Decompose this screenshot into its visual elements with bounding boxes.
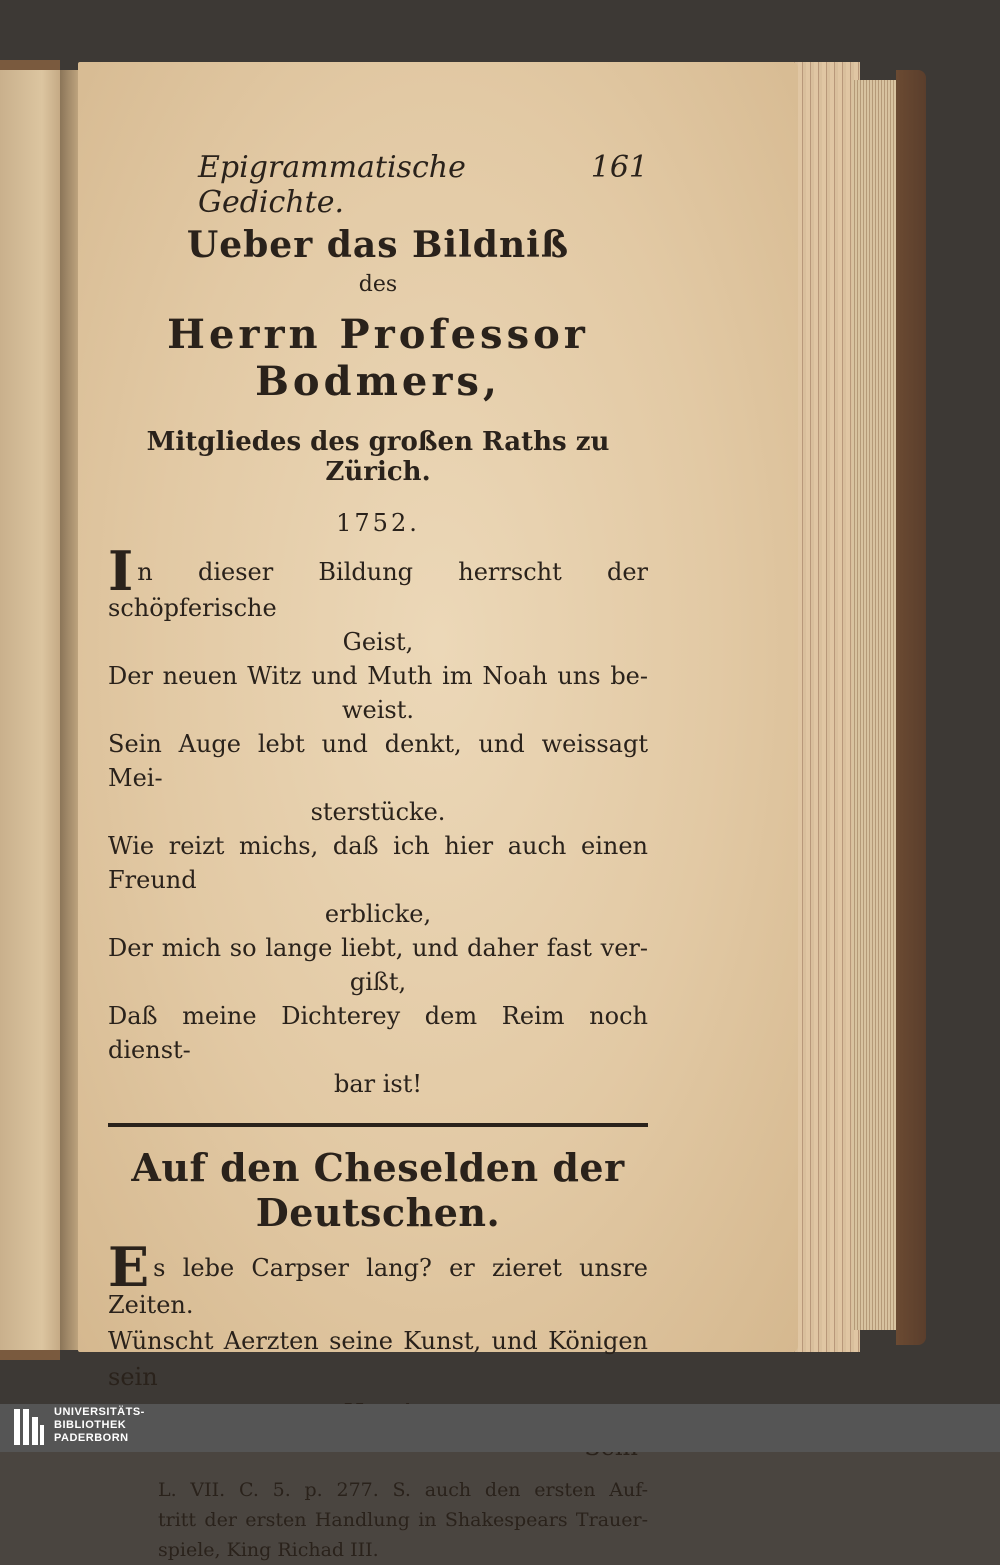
library-name-line1: UNIVERSITÄTS- xyxy=(54,1406,145,1418)
poem-line: erblicke, xyxy=(324,900,432,928)
poem-line: Wünscht Aerzten seine Kunst, und Königen sein xyxy=(108,1327,648,1391)
footnote-line: L. VII. C. 5. p. 277. S. auch den ersten Auf- xyxy=(158,1479,648,1501)
library-name-line3: PADERBORN xyxy=(54,1432,129,1444)
drop-cap: E xyxy=(108,1235,150,1299)
section-divider xyxy=(108,1123,648,1127)
poem1-year: 1752. xyxy=(336,509,420,537)
poem-line: bar ist! xyxy=(333,1070,423,1098)
library-logo-icon xyxy=(12,1407,46,1447)
poem-line: Daß meine Dichterey dem Reim noch dienst- xyxy=(108,1002,648,1064)
poem-line: sterstücke. xyxy=(310,798,446,826)
running-title: Epigrammatische Gedichte. xyxy=(198,150,466,220)
poem-line: weist. xyxy=(341,696,414,724)
poem1-title-line2: des xyxy=(358,272,398,297)
poem1-body xyxy=(108,539,648,1101)
poem-line: Sein Auge lebt und denkt, und weissagt Mei- xyxy=(108,730,648,792)
footnote-line: spiele, King Richad III. xyxy=(158,1539,379,1561)
poem-line: gißt, xyxy=(349,968,407,996)
poem-line: Wie reizt michs, daß ich hier auch einen Freund xyxy=(108,832,648,894)
poem2-title: Auf den Cheselden der Deutschen. xyxy=(131,1145,625,1235)
drop-cap: I xyxy=(108,539,134,603)
poem-line-text: s lebe Carpser lang? er zieret unsre Zeiten. xyxy=(108,1254,648,1319)
running-head xyxy=(198,150,648,220)
poem-line: Der mich so lange liebt, und daher fast ver- xyxy=(108,934,648,962)
library-name xyxy=(54,1406,145,1445)
poem-line xyxy=(108,1235,648,1323)
text-block-edge xyxy=(852,80,900,1330)
poem-line-text: n dieser Bildung herrscht der schöpferische xyxy=(108,558,648,622)
page-content xyxy=(108,150,648,1565)
page-edges xyxy=(790,62,860,1352)
right-cover xyxy=(896,70,926,1345)
poem1-title-line3: Herrn Professor Bodmers, xyxy=(167,311,589,405)
poem-line xyxy=(108,539,648,625)
poem1-title-line4: Mitgliedes des großen Raths zu Zürich. xyxy=(146,427,610,487)
footnote xyxy=(158,1475,648,1565)
footnote-line: tritt der ersten Handlung in Shakespears Trauer- xyxy=(158,1509,648,1531)
library-name-line2: BIBLIOTHEK xyxy=(54,1419,127,1431)
poem1-title-line1: Ueber das Bildniß xyxy=(186,224,570,266)
page-number: 161 xyxy=(590,150,648,185)
poem-line: Der neuen Witz und Muth im Noah uns be- xyxy=(108,662,648,690)
poem-line: Geist, xyxy=(342,628,414,656)
footer-bar xyxy=(0,1404,1000,1452)
